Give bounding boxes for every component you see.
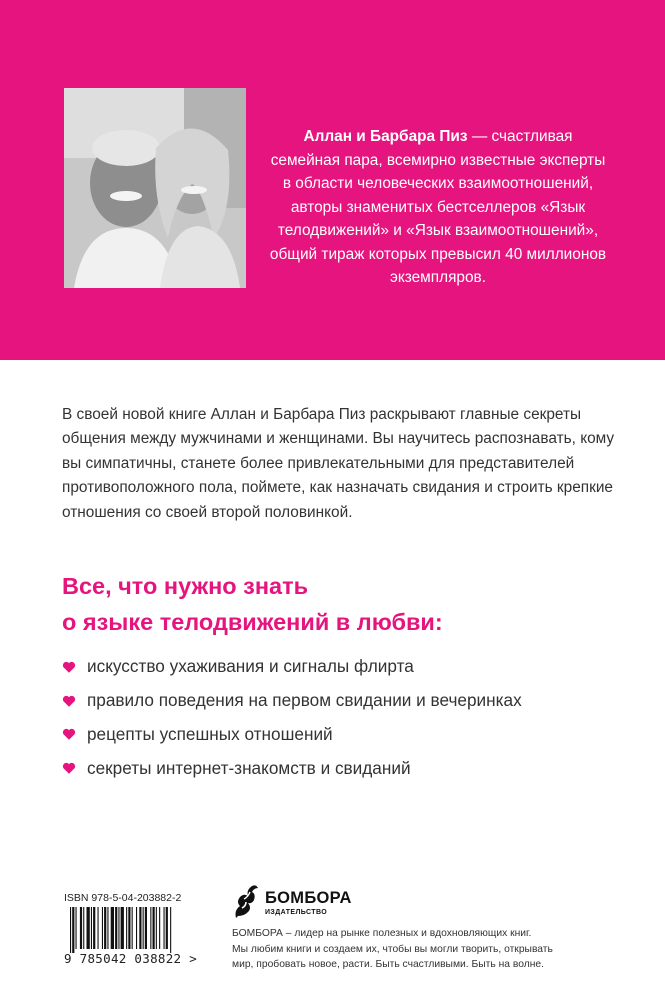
barcode-bar [159,907,160,949]
publisher-subtitle: ИЗДАТЕЛЬСТВО [265,909,328,916]
publisher-tagline-line: БОМБОРА – лидер на рынке полезных и вдохновляющих книг. [232,928,532,939]
feature-text: секреты интернет-знакомств и свиданий [87,757,411,778]
barcode-bar [153,907,155,949]
feature-text: искусство ухаживания и сигналы флирта [87,656,414,677]
heart-icon [62,727,76,741]
barcode-bar [136,907,137,949]
feature-item [62,650,642,684]
barcode-bar [115,907,117,949]
barcode-bar [166,907,168,949]
barcode-bar [128,907,130,949]
barcode-bar [102,907,103,949]
publisher-tagline-line: мир, пробовать новое, расти. Быть счастливыми. Быть на волне. [232,959,545,971]
barcode-bar [80,907,82,949]
barcode-bar [91,907,92,949]
heart-icon [62,660,76,674]
author-bio-text: — счастливая семейная пара, всемирно известные эксперты в области человеческих взаимоотношений, авторы знаменитых бестселлеров «Язык телодвижений» и «Язык взаимоотношений», общий тираж которых превысил 40 миллионов экземпляров. [269,128,607,286]
barcode-bar [132,907,133,949]
barcode-bar [72,907,74,953]
heart-icon [62,761,76,775]
barcode-bar [93,907,95,949]
barcode-bar [76,907,77,949]
barcode-bar [111,907,114,949]
barcode-bar [121,907,124,949]
authors-photo [64,88,246,288]
pink-header-band [0,0,665,360]
barcode-digits: 9 785042 038822 > [64,951,198,966]
barcode-bar [164,907,165,949]
feature-item [62,718,642,752]
publisher-tagline [232,926,612,973]
isbn-label: ISBN 978-5-04-203882-2 [64,892,182,904]
barcode-bar [139,907,141,949]
barcode-bar [145,907,147,949]
barcode [64,907,214,953]
author-names: Аллан и Барбара Пиз [303,128,468,145]
feature-item [62,751,642,785]
barcode-bar [143,907,144,949]
barcode-bar [87,907,90,949]
feature-list [62,650,642,785]
publisher-name: БОМБОРА [265,889,352,907]
book-description: В своей новой книге Аллан и Барбара Пиз раскрывают главные секреты общения между мужчинами и женщинами. Вы научитесь распознавать, кому вы симпатичны, станете более привлекательными для представителей противоположного пола, поймете, как назначать свидания и строить крепкие отношения со своей второй половинкой. [62,406,615,521]
barcode-bar [170,907,171,953]
barcode-bar [98,907,99,949]
feature-text: правило поведения на первом свидании и вечеринках [87,690,522,711]
headline-line-2: о языке телодвижений в любви: [62,609,443,635]
publisher-tagline-line: Мы любим книги и создаем их, чтобы вы могли творить, открывать [232,943,553,955]
headline [62,568,622,640]
isbn-block [64,889,214,973]
feature-item [62,684,642,718]
bombora-wave-icon [232,880,260,920]
headline-line-1: Все, что нужно знать [62,573,309,599]
barcode-bar [126,907,127,949]
barcode-bar [107,907,108,949]
barcode-bar [150,907,151,949]
barcode-bar [83,907,84,949]
author-bio [268,125,608,290]
barcode-bar [70,907,71,953]
publisher-logo [232,880,382,920]
feature-text: рецепты успешных отношений [87,723,333,744]
barcode-bar [104,907,106,949]
heart-icon [62,694,76,708]
barcode-bar [118,907,119,949]
barcode-bar [156,907,157,949]
